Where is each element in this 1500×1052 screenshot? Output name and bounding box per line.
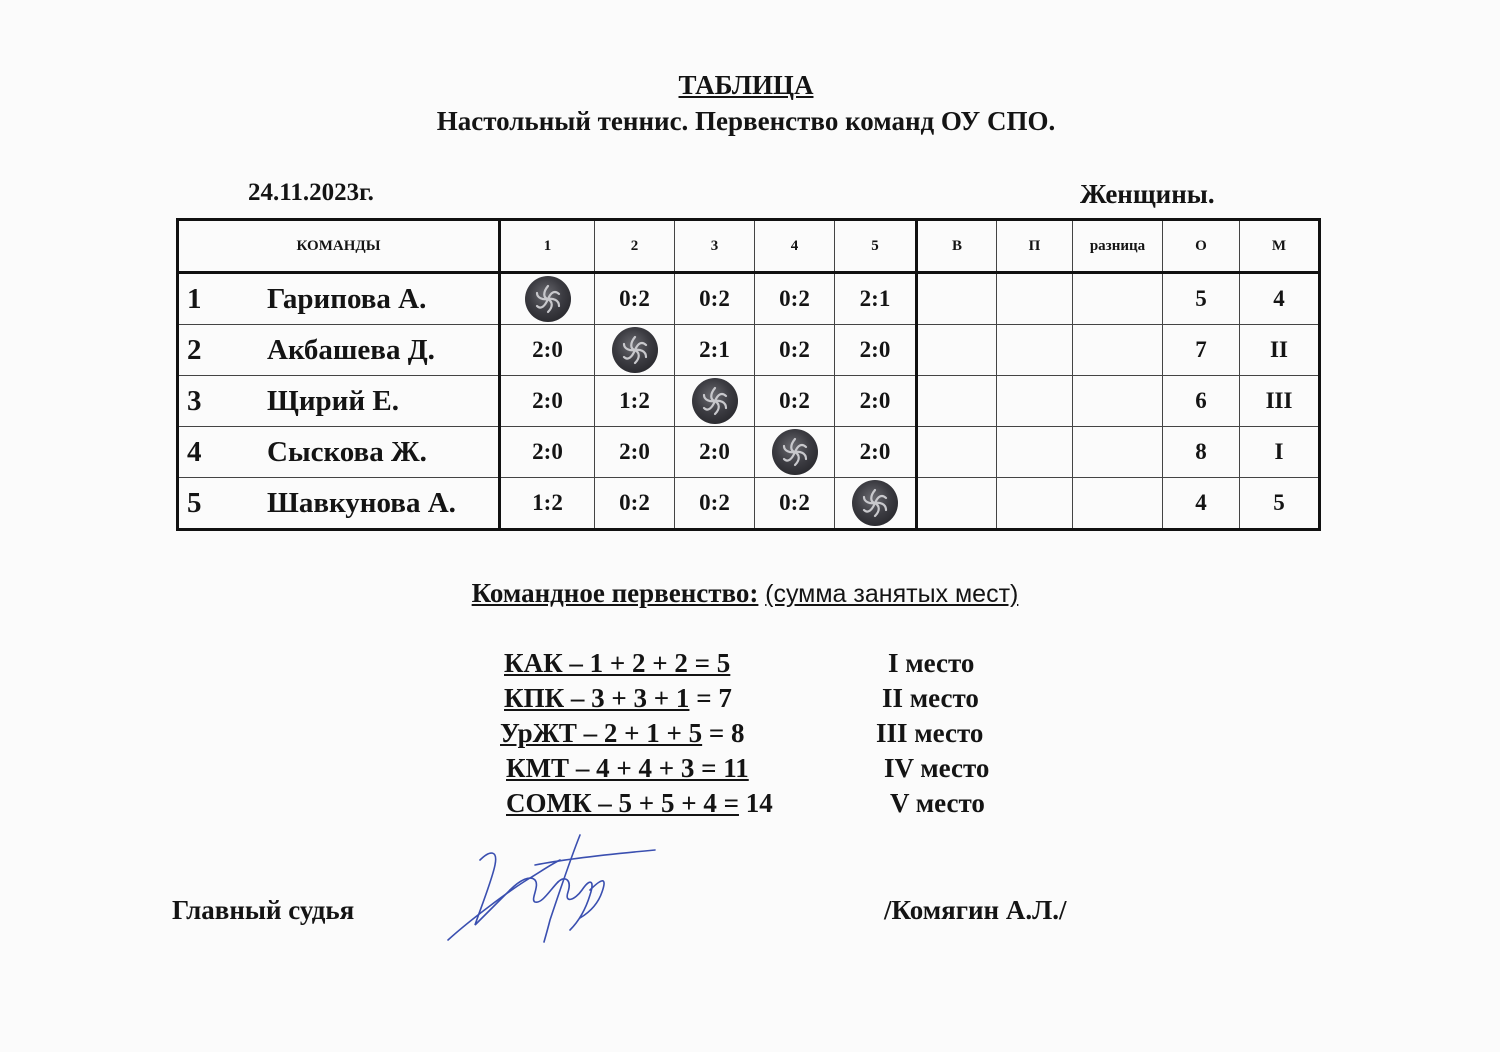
score-cell: 2:0 (835, 376, 917, 427)
team-cell (178, 427, 500, 478)
wins-cell (917, 427, 997, 478)
team-number: 1 (187, 282, 202, 315)
score-cell: 0:2 (595, 478, 675, 530)
tennis-ball-icon (692, 378, 738, 424)
losses-cell (997, 427, 1073, 478)
score-cell: 0:2 (675, 273, 755, 325)
diff-cell (1073, 427, 1163, 478)
standing-total: 14 (738, 788, 773, 818)
score-cell: 1:2 (595, 376, 675, 427)
standing-place: II место (882, 683, 979, 713)
standing-place: I место (888, 648, 975, 678)
standing-total: = 7 (689, 683, 732, 713)
standing-place: IV место (884, 753, 990, 783)
team-standings-heading: Командное первенство: (471, 578, 759, 608)
chief-judge-name: /Комягин А.Л./ (884, 895, 1067, 925)
header-losses: П (997, 220, 1073, 273)
points-cell: 7 (1163, 325, 1240, 376)
score-cell: 0:2 (755, 273, 835, 325)
header-col-4: 4 (755, 220, 835, 273)
team-standings-note: (сумма занятых мест) (765, 580, 1019, 608)
standing-place: V место (890, 788, 985, 818)
score-cell: 2:0 (500, 376, 595, 427)
losses-cell (997, 325, 1073, 376)
score-cell: 1:2 (500, 478, 595, 530)
team-cell (178, 325, 500, 376)
standing-formula (506, 788, 773, 819)
score-cell: 2:1 (675, 325, 755, 376)
team-name: Гарипова А. (267, 282, 427, 315)
diagonal-cell (675, 376, 755, 427)
diagonal-cell (755, 427, 835, 478)
score-cell: 0:2 (755, 376, 835, 427)
diff-cell (1073, 273, 1163, 325)
team-number: 5 (187, 486, 202, 519)
points-cell: 6 (1163, 376, 1240, 427)
standing-total: = 8 (702, 718, 745, 748)
team-name: Щирий Е. (267, 384, 399, 417)
wins-cell (917, 325, 997, 376)
standing-place: III место (876, 718, 984, 748)
place-cell: 5 (1240, 478, 1320, 530)
standing-formula-text: УрЖТ – 2 + 1 + 5 (500, 718, 703, 748)
table-row (178, 325, 1320, 376)
standing-formula (506, 753, 749, 784)
points-cell: 4 (1163, 478, 1240, 530)
score-cell: 2:0 (595, 427, 675, 478)
score-cell: 2:0 (675, 427, 755, 478)
tennis-ball-icon (852, 480, 898, 526)
standing-formula (500, 718, 745, 749)
tennis-ball-icon (772, 429, 818, 475)
team-name: Сыскова Ж. (267, 435, 427, 468)
header-col-2: 2 (595, 220, 675, 273)
team-name: Акбашева Д. (267, 333, 435, 366)
diff-cell (1073, 376, 1163, 427)
header-diff: разница (1073, 220, 1163, 273)
diff-cell (1073, 325, 1163, 376)
team-name: Шавкунова А. (267, 486, 456, 519)
points-cell: 5 (1163, 273, 1240, 325)
diagonal-cell (835, 478, 917, 530)
standing-formula-text: КПК – 3 + 3 + 1 (504, 683, 690, 713)
wins-cell (917, 376, 997, 427)
wins-cell (917, 273, 997, 325)
standing-formula (504, 683, 732, 714)
score-cell: 2:1 (835, 273, 917, 325)
team-number: 3 (187, 384, 202, 417)
losses-cell (997, 273, 1073, 325)
event-date: 24.11.2023г. (248, 179, 374, 206)
score-cell: 2:0 (835, 325, 917, 376)
diff-cell (1073, 478, 1163, 530)
tennis-ball-icon (525, 276, 571, 322)
standing-formula-text: КМТ – 4 + 4 + 3 = 11 (506, 753, 749, 783)
place-cell: II (1240, 325, 1320, 376)
tennis-ball-icon (612, 327, 658, 373)
standing-formula-text: КАК – 1 + 2 + 2 = 5 (504, 648, 731, 678)
score-cell: 2:0 (500, 325, 595, 376)
header-teams: КОМАНДЫ (178, 220, 500, 273)
header-wins: В (917, 220, 997, 273)
team-cell (178, 478, 500, 530)
team-number: 2 (187, 333, 202, 366)
header-col-1: 1 (500, 220, 595, 273)
score-cell: 0:2 (595, 273, 675, 325)
document-subtitle: Настольный теннис. Первенство команд ОУ СПО. (436, 106, 1056, 136)
score-cell: 0:2 (755, 478, 835, 530)
diagonal-cell (595, 325, 675, 376)
results-table (176, 218, 1321, 531)
standing-formula-text: СОМК – 5 + 5 + 4 = (506, 788, 739, 818)
score-cell: 2:0 (835, 427, 917, 478)
document-title: ТАБЛИЦА (678, 70, 814, 100)
place-cell: I (1240, 427, 1320, 478)
losses-cell (997, 376, 1073, 427)
team-number: 4 (187, 435, 202, 468)
header-place: М (1240, 220, 1320, 273)
points-cell: 8 (1163, 427, 1240, 478)
standing-formula (504, 648, 730, 679)
place-cell: 4 (1240, 273, 1320, 325)
judge-signature (440, 820, 670, 955)
team-cell (178, 273, 500, 325)
table-row (178, 376, 1320, 427)
score-cell: 2:0 (500, 427, 595, 478)
place-cell: III (1240, 376, 1320, 427)
table-header-row (178, 220, 1320, 273)
category-label: Женщины. (1080, 179, 1215, 209)
header-points: О (1163, 220, 1240, 273)
wins-cell (917, 478, 997, 530)
chief-judge-label: Главный судья (172, 895, 355, 925)
table-row (178, 478, 1320, 530)
score-cell: 0:2 (675, 478, 755, 530)
team-standings-title (0, 578, 1490, 609)
team-cell (178, 376, 500, 427)
table-row (178, 273, 1320, 325)
table-row (178, 427, 1320, 478)
score-cell: 0:2 (755, 325, 835, 376)
diagonal-cell (500, 273, 595, 325)
header-col-3: 3 (675, 220, 755, 273)
header-col-5: 5 (835, 220, 917, 273)
losses-cell (997, 478, 1073, 530)
